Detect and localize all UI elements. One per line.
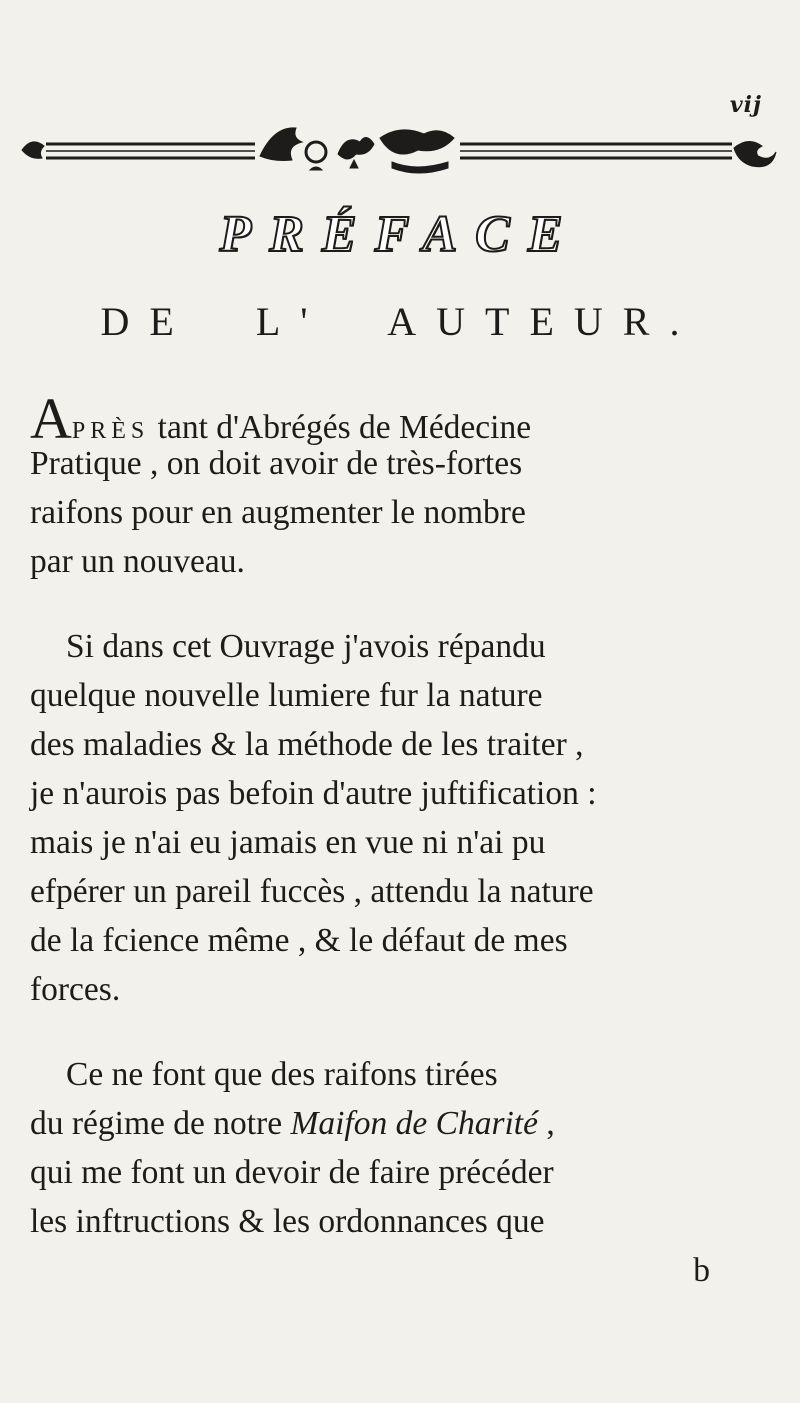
paragraph-3-line-2 (30, 1099, 770, 1148)
text-line: par un nouveau. (30, 543, 245, 580)
text-line: qui me font un devoir de faire précéder (30, 1154, 554, 1191)
text-line: quelque nouvelle lumiere fur la nature (30, 677, 543, 714)
text-line: Pratique , on doit avoir de très-fortes (30, 445, 523, 482)
paragraph-2-lead: Si (66, 628, 94, 665)
paragraph-1-lead: PRÈS (71, 418, 150, 444)
drop-cap: A (30, 386, 72, 451)
paragraph-1-line-1 (30, 386, 770, 451)
paragraph-3-line-1 (30, 1050, 770, 1099)
text-line: les inftructions & les ordonnances que (30, 1203, 545, 1240)
italic-institution-name: Maifon de Charité (290, 1105, 538, 1142)
page-number: vij (729, 92, 762, 118)
paragraph-2-line-1 (30, 622, 770, 671)
signature-mark: b (693, 1252, 710, 1289)
text-line: des maladies & la méthode de les traiter , (30, 726, 584, 763)
decorative-ornament-band (20, 118, 780, 178)
text-line: ne font que des raifons tirées (103, 1056, 498, 1093)
text-line: efpérer un pareil fuccès , attendu la nature (30, 873, 594, 910)
text-line: , (537, 1105, 555, 1142)
text-line: de la fcience même , & le défaut de mes (30, 922, 568, 959)
text-line: dans cet Ouvrage j'avois répandu (93, 628, 546, 665)
page-subtitle: DE L' AUTEUR. (100, 299, 700, 344)
paragraph-gap (30, 1014, 770, 1050)
text-line: je n'aurois pas befoin d'autre juftification : (30, 775, 597, 812)
paragraph-3-lead: Ce (66, 1056, 104, 1093)
text-line: mais je n'ai eu jamais en vue ni n'ai pu (30, 824, 546, 861)
text-line: du régime de notre (30, 1105, 291, 1142)
page-title: PRÉFACE (219, 206, 581, 263)
body-text (30, 386, 770, 1295)
text-line: raifons pour en augmenter le nombre (30, 494, 526, 531)
text-line: tant d'Abrégés de Médecine (149, 409, 532, 446)
text-line: forces. (30, 971, 121, 1008)
paragraph-gap (30, 586, 770, 622)
